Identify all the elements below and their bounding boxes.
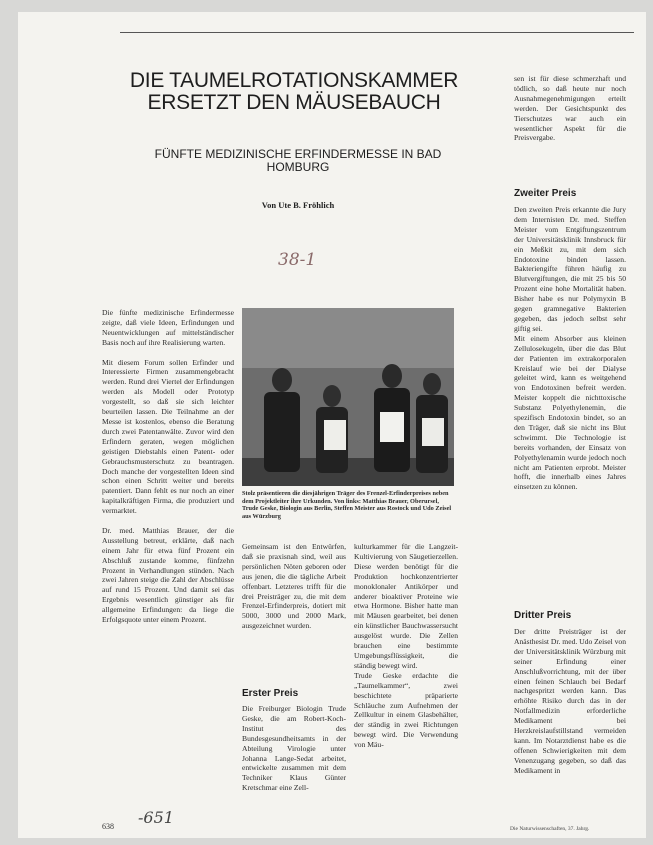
page-number: 638	[102, 822, 114, 831]
third-prize-text: Der dritte Preisträger ist der Anästhesist Dr. med. Udo Zeisel von der Universitätsklinik Würzburg mit seiner Erfindung einer Anschlußvorrichtung, mit der über einen feinen Schlauch bei Bedarf nachgespritzt werden kann. Das erhöhte Risiko durch das in der Notfallmedizin erforderliche Medikament bei Herzkreislaufstillstand vermeiden kann. Im Notarztdienst habe es die offenen Schwierigkeiten mit dem Venenzugang gegeben, so daß das Medikament in	[514, 627, 626, 775]
article-title: DIE TAUMELROTATIONSKAMMER ERSETZT DEN MÄUSEBAUCH	[129, 69, 459, 114]
award-winners-photo	[242, 308, 454, 486]
middle-column-text: Gemeinsam ist den Entwürfen, daß sie praxisnah sind, weil aus persönlichen Nöten geboren oder aus jenen, die die tägliche Arbeit offenbart. Letzteres trifft für die drei Preisträger zu, die mit dem Frenzel-Erfinderpreis, dotiert mit 5000, 3000 und 2000 Mark, ausgezeichnet wurden.	[242, 542, 346, 631]
second-prize-text: Den zweiten Preis erkannte die Jury dem Internisten Dr. med. Steffen Meister vom Entgiftungszentrum der Universitätsklinik Innsbruck für ein Meßkit zu, mit dem sich Endotoxine binden lassen. Bakteriengifte führen häufig zu Blutvergiftungen, die mit 25 bis 50 Prozent eine hohe Mortalität haben. Bisher habe es nur Polymyxin B gegen gramnegative Bakterien gegeben, das jedoch selbst sehr giftig sei. Mit einem Absorber aus kleinen Zellulosekugeln, über die das Blut der Patienten im extrakorporalen Kreislauf wie bei der Dialyse geleitet wird, kann es weitgehend von Endotoxinen befreit werden. Meister koppelt die nichttoxische Substanz Polyethylenemin, die spezifisch Endotoxin bindet, so an den Träger, daß sie nicht ins Blut schwimmt. Die Technologie ist bereits vorhanden, der Einsatz von Polyethylenamin wurde jedoch noch nicht am Patienten erprobt. Meister hofft, die innerhalb eines Jahres einsetzen zu können.	[514, 205, 626, 492]
author-byline: Von Ute B. Fröhlich	[261, 200, 335, 210]
left-column-text: Die fünfte medizinische Erfindermesse zeigte, daß viele Ideen, Erfindungen und Neuentwicklungen auf mittelständischer Basis noch auf ihre Realisierung warten. Mit diesem Forum sollen Erfinder und Interessierte Firmen zusammengebracht werden. Rund drei Viertel der Erfindungen werden als Modell oder Prototyp vorgestellt, so daß sie sich leichter beurteilen lassen. Die Teilnahme an der Messe ist kostenlos, ebenso die Beratung durch zwei Patentanwälte. Zuvor wird den Erfindern geraten, wegen möglichen geistigen Diebstahls einen Patent- oder Gebrauchsmusterschutz zu beantragen. Doch manche der vorgestellten Ideen sind schon einen Schritt weiter und bereits patentiert. Dann fehlt es nur noch an einer kapitalkräftigen Firma, die produziert und vermarktet. Dr. med. Matthias Brauer, der die Ausstellung betreut, erklärte, daß nach einem Jahr für etwa fünf Prozent ein Abschluß zustande komme, fünfzehn Prozent in Verhandlungen stünden. Nach zwei Jahren steige die Zahl der Abschlüsse auf rund 15 Prozent. Und damit sei das Ergebnis wesentlich günstiger als für allgemeine Erfindungen: da liege die Erfolgsquote unter einem Prozent.	[102, 308, 234, 625]
first-prize-text: Die Freiburger Biologin Trude Geske, die am Robert-Koch-Institut des Bundesgesundheitsamts in der Abteilung Virologie unter Johanna Lange-Sedat arbeitet, entwickelte zusammen mit dem Techniker Klaus Günter Kretschmar eine Zell-	[242, 704, 346, 793]
handwritten-page-mark: -651	[138, 808, 174, 827]
publication-source: Die Naturwissenschaften, 37. Jahrg.	[510, 826, 590, 832]
photo-caption: Stolz präsentieren die diesjährigen Träger des Frenzel-Erfinderpreises neben dem Projektleiter ihre Urkunden. Von links: Matthias Brauer, Oberursel, Trude Geske, Biologin aus Berlin, Steffen Meister aus Rostock und Udo Zeisel aus Würzburg	[242, 490, 452, 521]
right-column-top-text: sen ist für diese schmerzhaft und tödlich, so daß heute nur noch Ausnahmegenehmigungen erteilt werden. Der Gesichtspunkt des Tierschutzes war auch ein wesentlicher Aspekt für die Preisvergabe.	[514, 74, 626, 143]
handwritten-note: 38-1	[278, 250, 317, 270]
heading-third-prize: Dritter Preis	[514, 610, 572, 621]
center-right-column-text: kulturkammer für die Langzeit-Kultivierung von Säugetierzellen. Diese werden benötigt für die Produktion hochkonzentrierter monoklonaler Antikörper und anderer bioaktiver Proteine wie etwa Hormone. Bisher hatte man mit Mäusen gearbeitet, bei denen ein künstlicher Bauchwassersucht ausgelöst wurde. Die Zellen brauchen eine bestimmte Umgebungsflüssigkeit, die ständig bewegt wird. Trude Geske erdachte die „Taumelkammer“, zwei beschichtete präparierte Schläuche zum Aufnehmen der Zellkultur in einem Glasbehälter, der ständig in zwei Richtungen bewegt wird. Die Verwendung von Mäu-	[354, 542, 458, 750]
top-rule	[120, 32, 634, 33]
heading-second-prize: Zweiter Preis	[514, 188, 577, 199]
magazine-page	[18, 12, 646, 838]
heading-first-prize: Erster Preis	[242, 688, 299, 699]
article-subtitle: FÜNFTE MEDIZINISCHE ERFINDERMESSE IN BAD HOMBURG	[154, 147, 442, 174]
